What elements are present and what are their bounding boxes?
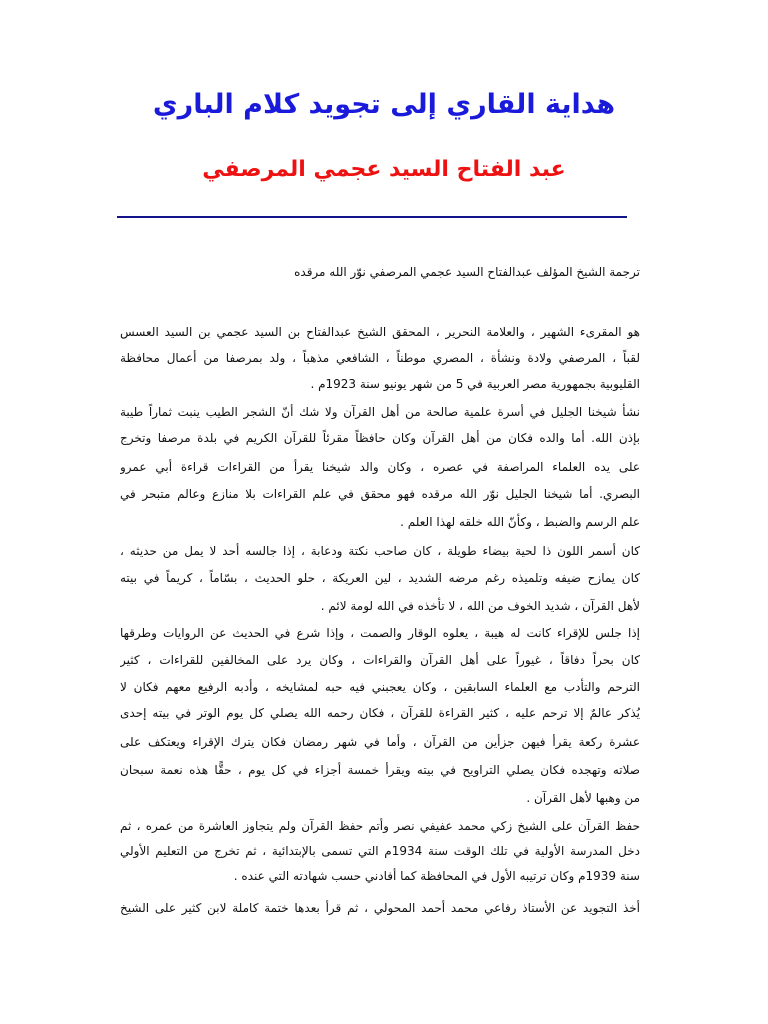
body-line: أخذ التجويد عن الأستاذ رفاعي محمد أحمد المحولي ، ثم قرأ بعدها ختمة كاملة لابن كثير على الشيخ xyxy=(120,901,640,915)
author-name: عبد الفتاح السيد عجمي المرصفي xyxy=(202,157,566,182)
body-line: بإذن الله. أما والده فكان من أهل القرآن وكان حافظاً مقرئاً للقرآن الكريم في بلدة مرصفا وتخرج xyxy=(120,431,640,445)
body-line: دخل المدرسة الأولية في تلك الوقت سنة 1934م التي تسمى بالإبتدائية ، ثم تخرج من التعليم الأولي xyxy=(120,844,640,858)
body-line: من وهبها لأهل القرآن . xyxy=(526,791,640,805)
body-line: الترحم والتأدب مع العلماء السابقين ، وكان يعجبني فيه حبه لمشايخه ، وأدبه الرفيع معهم فكان لا xyxy=(120,680,640,694)
body-line: سنة 1939م وكان ترتيبه الأول في المحافظة كما أفادني حسب شهادته التي عنده . xyxy=(233,869,640,883)
body-line: كان يمازح ضيفه وتلميذه رغم مرضه الشديد ، لين العريكة ، حلو الحديث ، بسّاماً ، كريماً في بيته xyxy=(120,571,640,585)
body-line: حفظ القرآن على الشيخ زكي محمد عفيفي نصر وأتم حفظ القرآن ولم يتجاوز العاشرة من عمره ، ثم xyxy=(120,819,640,833)
body-line: هو المقرىء الشهير ، والعلامة النحرير ، المحقق الشيخ عبدالفتاح بن السيد عجمي بن السيد العسس xyxy=(120,325,640,339)
title-divider xyxy=(117,216,627,218)
body-line: على يده العلماء المراصفة في عصره ، وكان والد شيخنا يقرأ من القراءات قراءة أبي عمرو xyxy=(120,460,640,474)
body-line: علم الرسم والضبط ، وكأنّ الله خلقه لهذا العلم . xyxy=(400,515,640,529)
body-line: صلاته وتهجده فكان يصلي التراويح في بيته ويقرأ خمسة أجزاء في كل يوم ، حقًّا هذه نعمة سبحان xyxy=(120,763,640,777)
body-line: لقباً ، المرصفي ولادة ونشأة ، المصري موطناً ، الشافعي مذهباً ، ولد بمرصفا من أعمال محافظة xyxy=(120,351,640,365)
body-line: كان بحراً دفاقاً ، غيوراً على أهل القرآن والقراءات ، وكان يرد على المخالفين للقراءات ، كثير xyxy=(120,653,640,667)
body-line: عشرة ركعة يقرأ فيهن جزأين من القرآن ، وأما في شهر رمضان فكان يترك الإقراء ويعتكف على xyxy=(120,735,640,749)
body-line: البصري. أما شيخنا الجليل نوّر الله مرقده فهو محقق في علم القراءات بلا منازع وعالم متبحر في xyxy=(120,487,640,501)
body-line: نشأ شيخنا الجليل في أسرة علمية صالحة من أهل القرآن ولا شك أنّ الشجر الطيب ينبت ثماراً طيبة xyxy=(120,405,640,419)
body-line: لأهل القرآن ، شديد الخوف من الله ، لا تأخذه في الله لومة لائم . xyxy=(320,599,640,613)
body-line: كان أسمر اللون ذا لحية بيضاء طويلة ، كان صاحب نكتة ودعابة ، إذا جالسه أحد لا يمل من حديثه ، xyxy=(120,544,640,558)
document-title: هداية القاري إلى تجويد كلام الباري xyxy=(152,89,616,120)
body-line: القليوبية بجمهورية مصر العربية في 5 من شهر يونيو سنة 1923م . xyxy=(310,377,640,391)
body-line: إذا جلس للإقراء كانت له هيبة ، يعلوه الوقار والصمت ، وإذا شرع في الحديث عن الروايات وطرقها xyxy=(120,626,640,640)
body-line: يُذكر عالمٌ إلا ترحم عليه ، كثير القراءة للقرآن ، فكان رحمه الله يصلي كل يوم الوتر في بيته إحدى xyxy=(120,706,640,720)
biography-heading: ترجمة الشيخ المؤلف عبدالفتاح السيد عجمي المرصفي نوّر الله مرقده xyxy=(294,265,640,279)
